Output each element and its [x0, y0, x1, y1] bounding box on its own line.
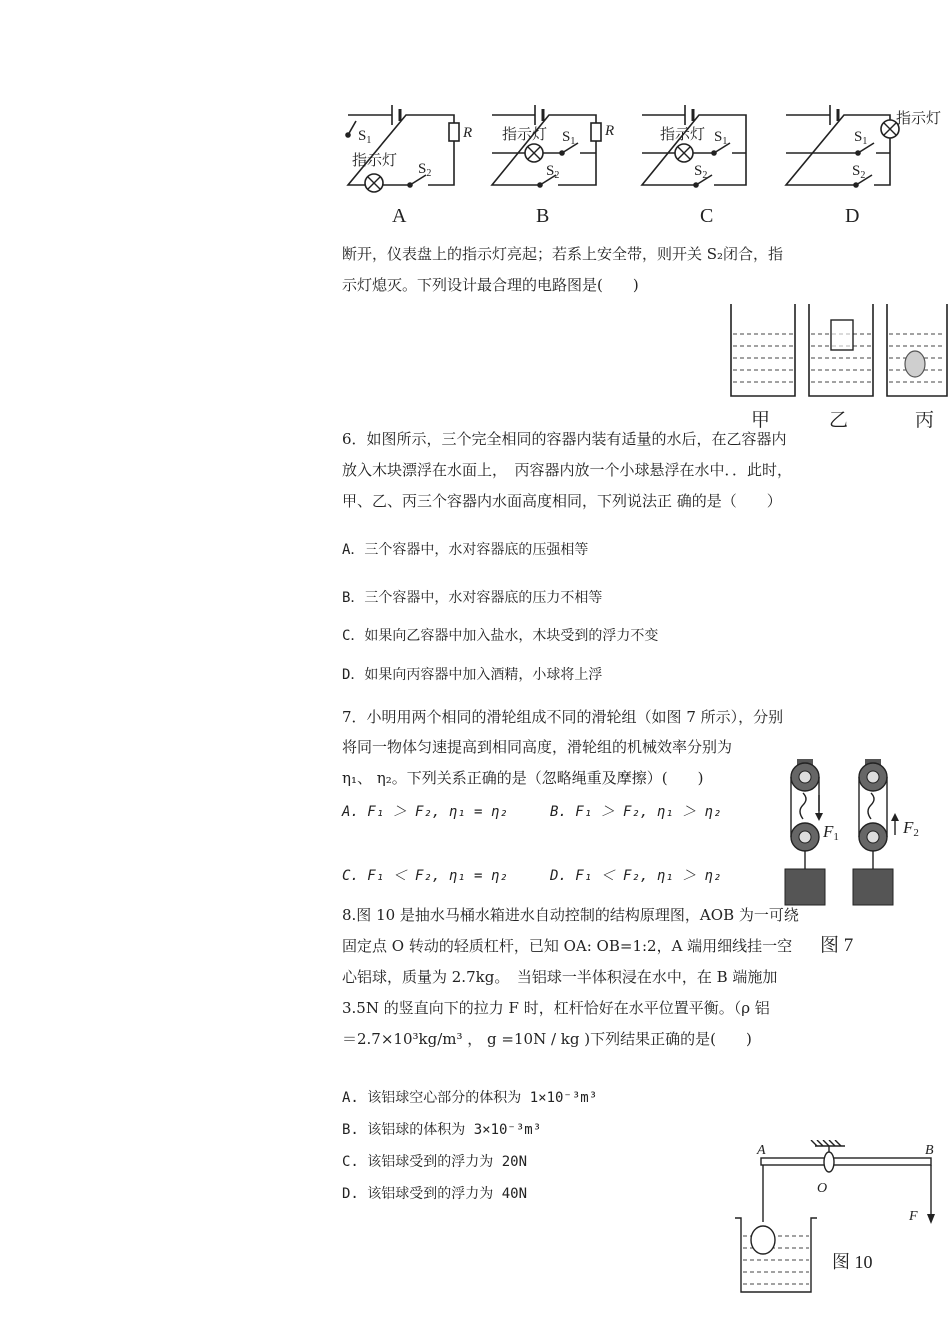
containers-diagram	[725, 300, 950, 430]
figure-7-label: 图 7	[820, 935, 854, 956]
q7-option-d: D. F₁ ＜ F₂, η₁ ＞ η₂	[550, 868, 722, 884]
force-f-label: F	[909, 1209, 918, 1224]
q7-option-a: A. F₁ ＞ F₂, η₁ = η₂	[342, 804, 508, 820]
circuit-b-s2: $S_2$	[546, 163, 560, 181]
pulley-diagram	[775, 755, 940, 915]
circuit-a-resistor: R	[463, 125, 473, 141]
q6-line3: 甲、乙、丙三个容器内水面高度相同，下列说法正 确的是（ ）	[342, 492, 782, 510]
circuit-d-s1: $S_1$	[854, 129, 868, 147]
q8-line2: 固定点 O 转动的轻质杠杆，已知 OA: OB=1:2，A 端用细线挂一空	[342, 937, 793, 955]
q8-option-a: A. 该铝球空心部分的体积为 1×10⁻³m³	[342, 1090, 598, 1106]
circuit-b-lamp-label: 指示灯	[502, 127, 548, 143]
point-o-label: O	[817, 1181, 828, 1196]
q8-line1: 8.图 10 是抽水马桶水箱进水自动控制的结构原理图，AOB 为一可绕	[342, 906, 799, 924]
force-f2-label: F2	[903, 818, 919, 839]
circuit-b-s1: $S_1$	[562, 129, 576, 147]
circuit-d-lamp-label: 指示灯	[896, 111, 942, 127]
q7-line1: 7．小明用两个相同的滑轮组成不同的滑轮组（如图 7 所示），分别	[342, 708, 784, 726]
circuit-label-a: A	[392, 205, 407, 227]
q6-option-b: B．三个容器中，水对容器底的压力不相等	[342, 590, 603, 606]
q7-line2: 将同一物体匀速提高到相同高度，滑轮组的机械效率分别为	[342, 738, 733, 756]
q8-line4: 3.5N 的竖直向下的拉力 F 时，杠杆恰好在水平位置平衡。（ρ 铝	[342, 999, 770, 1017]
circuit-d-s2: $S_2$	[852, 163, 866, 181]
q6-line2: 放入木块漂浮在水面上， 丙容器内放一个小球悬浮在水中．．此时，	[342, 461, 793, 479]
q7-option-b: B. F₁ ＞ F₂, η₁ ＞ η₂	[550, 804, 722, 820]
q5-line2: 示灯熄灭。下列设计最合理的电路图是( )	[342, 276, 639, 294]
point-b-label: B	[925, 1143, 934, 1158]
lever-diagram	[725, 1140, 945, 1340]
circuit-label-c: C	[700, 205, 714, 227]
q7-option-c: C. F₁ ＜ F₂, η₁ = η₂	[342, 868, 508, 884]
q8-line3: 心铝球，质量为 2.7kg。 当铝球一半体积浸在水中，在 B 端施加	[342, 968, 778, 986]
aluminum-ball	[751, 1226, 775, 1254]
q8-option-d: D. 该铝球受到的浮力为 40N	[342, 1186, 528, 1202]
pulley-system-2	[853, 759, 899, 905]
q6-option-d: D．如果向丙容器中加入酒精，小球将上浮	[342, 667, 603, 683]
ball	[905, 351, 925, 377]
q5-line1: 断开，仪表盘上的指示灯亮起；若系上安全带，则开关 S₂闭合，指	[342, 245, 784, 263]
container-label-jia: 甲	[751, 410, 771, 430]
circuit-d	[786, 105, 890, 187]
circuit-a	[346, 105, 459, 187]
circuit-b-resistor: R	[605, 123, 615, 139]
circuit-a-s1: $S_1$	[358, 128, 372, 146]
circuit-a-lamp-label: 指示灯	[352, 153, 398, 169]
container-label-yi: 乙	[829, 410, 849, 430]
wood-block	[831, 320, 853, 350]
q6-option-a: A．三个容器中，水对容器底的压强相等	[342, 542, 589, 558]
figure-10-label: 图 10	[832, 1252, 873, 1272]
circuit-label-b: B	[536, 205, 550, 227]
q8-option-b: B. 该铝球的体积为 3×10⁻³m³	[342, 1122, 542, 1138]
force-f1-label: F1	[823, 822, 839, 843]
q7-line3: η₁、 η₂。下列关系正确的是（忽略绳重及摩擦）( )	[342, 769, 704, 787]
circuit-c-lamp-label: 指示灯	[660, 127, 706, 143]
circuit-label-d: D	[845, 205, 860, 227]
q6-line1: 6．如图所示，三个完全相同的容器内装有适量的水后，在乙容器内	[342, 430, 787, 448]
q6-option-c: C．如果向乙容器中加入盐水，木块受到的浮力不变	[342, 628, 659, 644]
container-label-bing: 丙	[915, 410, 935, 430]
circuit-c-s2: $S_2$	[694, 163, 708, 181]
q8-line5: ＝2.7×10³kg/m³ ， g =10N / kg )下列结果正确的是( )	[342, 1030, 752, 1048]
circuit-c-s1: $S_1$	[714, 129, 728, 147]
pulley-system-1	[785, 759, 825, 905]
point-a-label: A	[757, 1143, 766, 1158]
circuit-a-s2: $S_2$	[418, 161, 432, 179]
q8-option-c: C. 该铝球受到的浮力为 20N	[342, 1154, 528, 1170]
